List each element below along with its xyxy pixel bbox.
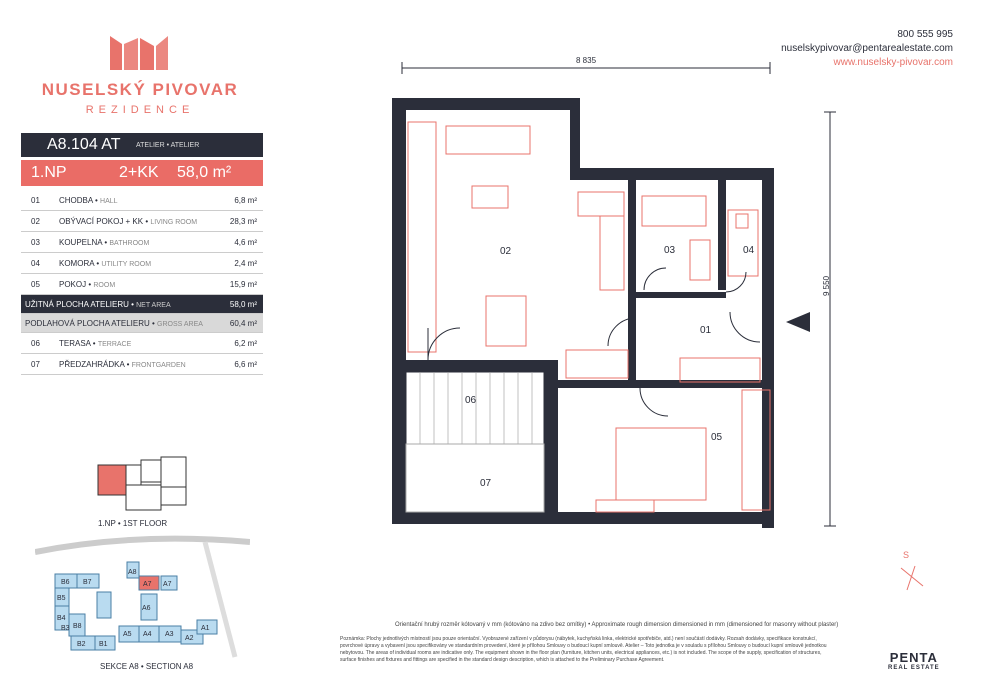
room-no: 02 <box>31 217 40 226</box>
key-plan-label: A3 <box>165 631 174 638</box>
room-no: 07 <box>31 360 40 369</box>
floor-label: 1.NP • 1ST FLOOR <box>98 519 168 528</box>
room-label-05: 05 <box>711 432 723 443</box>
contact-phone[interactable]: 800 555 995 <box>897 29 953 40</box>
penta-name: PENTA <box>889 650 938 665</box>
room-name: OBÝVACÍ POKOJ + KK <box>59 217 144 226</box>
room-name: PŘEDZAHRÁDKA <box>59 360 125 369</box>
scale-note: Orientační hrubý rozměr kótovaný v mm (kótováno na zdivo bez omítky) • Approximate rough dimension dimensioned in mm (dimensioned for masonry without plaster) <box>395 622 839 628</box>
brand <box>20 80 260 116</box>
table-row: 07 PŘEDZAHRÁDKA • FRONTGARDEN 6,6 m² <box>21 354 263 375</box>
room-area: 4,6 m² <box>234 238 257 247</box>
room-label-07: 07 <box>480 478 492 489</box>
room-name: TERASA <box>59 339 91 348</box>
room-table <box>21 190 263 375</box>
table-row: 01 CHODBA • HALL 6,8 m² <box>21 190 263 211</box>
brand-name: NUSELSKÝ PIVOVAR <box>41 80 239 99</box>
room-area: 2,4 m² <box>234 259 257 268</box>
net-en: NET AREA <box>136 302 171 309</box>
net-name: UŽITNÁ PLOCHA ATELIERU <box>25 300 129 309</box>
unit-layout: 2+KK <box>119 164 159 181</box>
gross-en: GROSS AREA <box>157 321 203 328</box>
unit-floor: 1.NP <box>31 164 67 181</box>
table-row: 05 POKOJ • ROOM 15,9 m² <box>21 274 263 295</box>
key-plan-label: A4 <box>143 631 152 638</box>
room-en: TERRACE <box>97 341 132 348</box>
room-area: 15,9 m² <box>229 280 257 289</box>
key-plan-label: A5 <box>123 631 132 638</box>
key-plan-label: A1 <box>201 625 210 632</box>
room-en: ROOM <box>93 282 116 289</box>
brand-sub: REZIDENCE <box>85 104 195 116</box>
table-row: 04 KOMORA • UTILITY ROOM 2,4 m² <box>21 253 263 274</box>
room-label-03: 03 <box>664 245 676 256</box>
table-row: 02 OBÝVACÍ POKOJ + KK • LIVING ROOM 28,3 m² <box>21 211 263 232</box>
floor-key-plan <box>96 455 191 515</box>
table-row: 06 TERASA • TERRACE 6,2 m² <box>21 333 263 354</box>
room-name: KOUPELNA <box>59 238 103 247</box>
room-no: 06 <box>31 339 40 348</box>
key-plan-label: B2 <box>77 641 86 648</box>
key-plan-label: A7 <box>163 581 172 588</box>
contact-web[interactable]: www.nuselsky-pivovar.com <box>833 57 953 68</box>
gross-name: PODLAHOVÁ PLOCHA ATELIERU <box>25 319 150 328</box>
room-en: HALL <box>100 198 118 205</box>
floor-plan <box>390 60 840 530</box>
room-en: BATHROOM <box>109 240 150 247</box>
room-label-06: 06 <box>465 395 477 406</box>
room-no: 04 <box>31 259 40 268</box>
compass <box>903 550 909 560</box>
room-no: 03 <box>31 238 40 247</box>
dimension-width: 8 835 <box>576 56 597 65</box>
unit-header <box>21 133 263 157</box>
room-label-01: 01 <box>700 325 712 336</box>
room-name: POKOJ <box>59 280 87 289</box>
key-plan-label: A6 <box>142 605 151 612</box>
room-en: LIVING ROOM <box>150 219 198 226</box>
key-plan-label: B3 <box>61 625 70 632</box>
room-name: KOMORA <box>59 259 95 268</box>
key-plan-label: A7 <box>143 581 152 588</box>
room-area: 28,3 m² <box>229 217 257 226</box>
room-no: 05 <box>31 280 40 289</box>
room-no: 01 <box>31 196 40 205</box>
unit-summary <box>21 160 263 186</box>
key-plan-label: B6 <box>61 579 70 586</box>
dimension-height: 9 550 <box>822 275 831 296</box>
notes: Poznámka: Plochy jednotlivých místností jsou pouze orientační. Vyobrazené zařízení v půdorysu (nábytek, kuchyňská linka, elektrické spotřebiče, atd.) není součástí dodávky. Rozsah dodávky, specifikace konstrukcí, povrchové úpravy a vybavení jsou specifikovány ve standardním provedení, které je přílohou Smlouvy o budoucí kupní smlouvě. Atelier – Toto jednotka je v souladu s přílohou Smlouvy o budoucí kupní smlouvě jednotkou nebytovou. The areas of individual rooms are indicative only. The equipment shown in the floor plan (furniture, kitchen units, electrical appliances, etc.) is not included. The scope of the supply, specification of structures, surface finishes and fixtures and fittings are specified in the standard design description, which is attached to the Preliminary Purchase Agreement. <box>340 636 827 663</box>
site-plan <box>35 532 250 662</box>
contact-email[interactable]: nuselskypivovar@pentarealestate.com <box>781 43 953 54</box>
brand-logo-icon <box>108 34 170 72</box>
gross-area-row: PODLAHOVÁ PLOCHA ATELIERU • GROSS AREA 60,4 m² <box>21 314 263 333</box>
room-area: 6,6 m² <box>234 360 257 369</box>
key-plan-label: A2 <box>185 635 194 642</box>
key-plan-label: B8 <box>73 623 82 630</box>
room-en: FRONTGARDEN <box>131 362 186 369</box>
key-plan-label: A8 <box>128 569 137 576</box>
key-plan-label: B4 <box>57 615 66 622</box>
room-label-04: 04 <box>743 245 755 256</box>
room-en: UTILITY ROOM <box>101 261 152 268</box>
key-plan-label: B5 <box>57 595 66 602</box>
penta-logo <box>888 650 940 671</box>
unit-area: 58,0 m² <box>177 164 232 181</box>
penta-sub: REAL ESTATE <box>888 665 940 671</box>
key-plan-label: B1 <box>99 641 108 648</box>
table-row: 03 KOUPELNA • BATHROOM 4,6 m² <box>21 232 263 253</box>
compass-icon <box>897 562 927 592</box>
room-area: 6,2 m² <box>234 339 257 348</box>
unit-code: A8.104 AT <box>47 136 121 153</box>
key-plan-label: B7 <box>83 579 92 586</box>
section-label: SEKCE A8 • SECTION A8 <box>100 662 194 671</box>
gross-area: 60,4 m² <box>229 319 257 328</box>
unit-type: ATELIER • ATELIER <box>136 142 200 149</box>
room-label-02: 02 <box>500 246 512 257</box>
compass-label: S <box>903 550 910 560</box>
room-area: 6,8 m² <box>234 196 257 205</box>
room-name: CHODBA <box>59 196 93 205</box>
net-area: 58,0 m² <box>229 300 257 309</box>
net-area-row: UŽITNÁ PLOCHA ATELIERU • NET AREA 58,0 m² <box>21 295 263 314</box>
